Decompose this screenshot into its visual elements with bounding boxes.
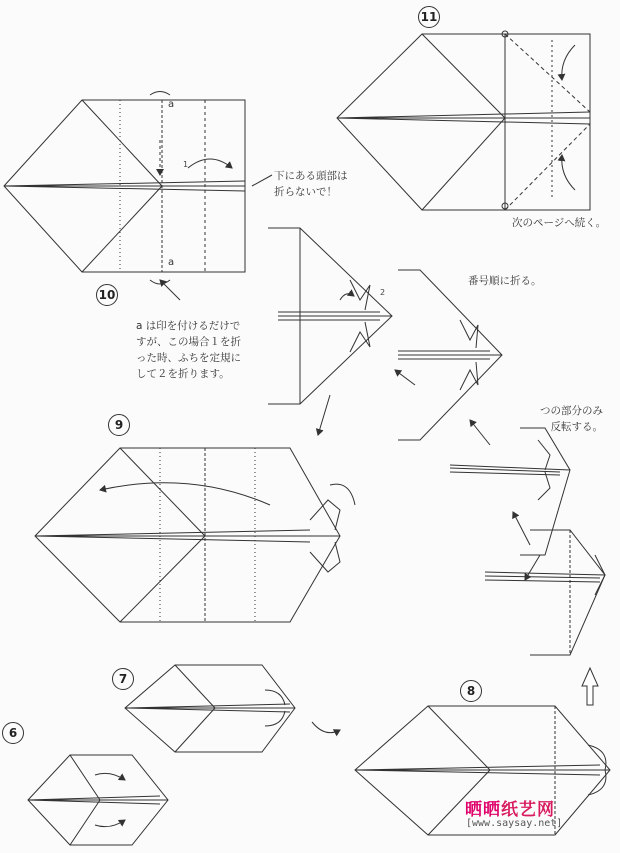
step-number-6: 6 — [2, 722, 24, 744]
a-note-line2: すが、この場合１を折 — [136, 336, 241, 348]
head-note-line2: 折らないで！ — [274, 186, 337, 198]
step-number-8: 8 — [460, 680, 482, 702]
watermark-brand — [465, 795, 555, 820]
continue-note: 次のページへ続く。 — [512, 217, 607, 229]
a-note-line1: a は印を付けるだけで — [136, 320, 241, 332]
head-note-line1: 下にある頭部は — [274, 170, 348, 182]
horn-note — [540, 403, 603, 435]
label-a-top: a — [168, 99, 175, 110]
step-number-9: 9 — [108, 414, 130, 436]
step-number-7: 7 — [112, 668, 134, 690]
watermark-url: [www.saysay.net] — [466, 818, 563, 829]
order-note: 番号順に折る。 — [468, 275, 542, 287]
label-a-bottom: a — [168, 257, 175, 268]
a-note — [136, 318, 241, 382]
horn-note-line1: つの部分のみ — [540, 405, 603, 417]
fold-number-2: 2 — [380, 288, 386, 297]
fold-number-1: 1 — [183, 160, 189, 169]
watermark-brand-part2: 纸艺网 — [501, 800, 555, 820]
a-note-line3: った時、ふちを定規に — [136, 352, 241, 364]
horn-note-line2: 反転する。 — [550, 421, 603, 433]
watermark-brand-part1: 晒晒 — [465, 800, 501, 820]
a-note-line4: して２を折ります。 — [136, 368, 230, 380]
head-note — [274, 168, 348, 200]
step-number-10: 10 — [96, 284, 118, 306]
step-number-11: 11 — [418, 6, 440, 28]
